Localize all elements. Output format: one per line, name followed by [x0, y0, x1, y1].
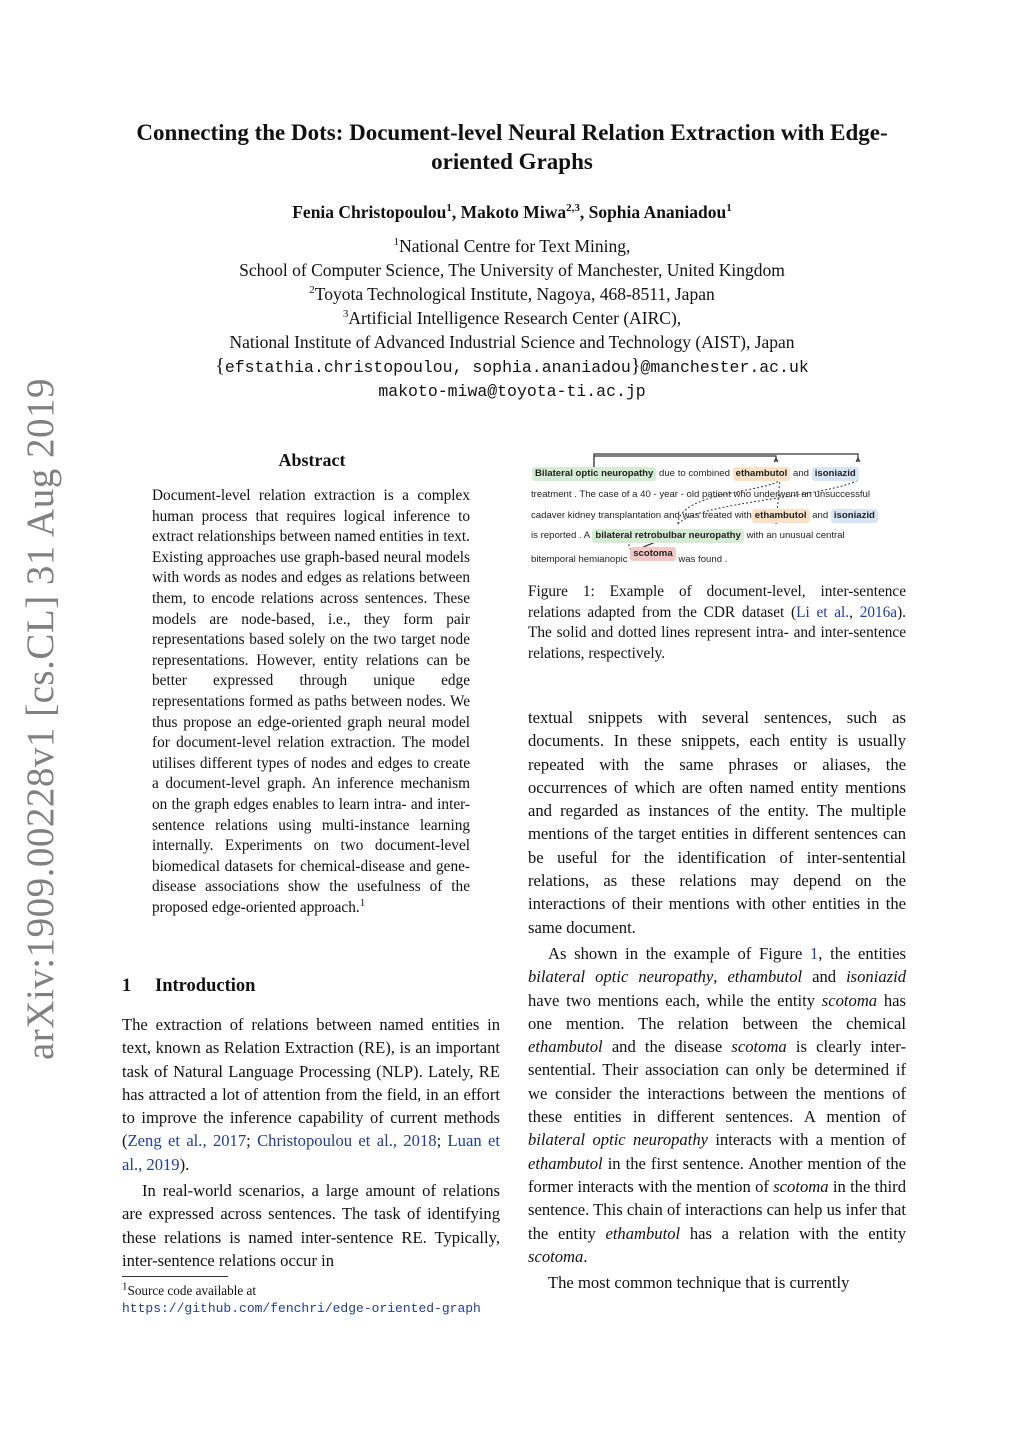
author-affiliation-mark: 2,3 [566, 202, 580, 215]
figure-sentence: treatment . The case of a 40 - year - old patient who underwent an unsuccessful [531, 489, 870, 500]
paragraph-text: ). [179, 1154, 190, 1174]
email-brace-close: } [630, 355, 641, 377]
author-name: Sophia Ananiadou [588, 202, 727, 222]
citation-link[interactable]: Luan et al., 2019 [122, 1131, 500, 1174]
paragraph-text: interacts with a mention of [707, 1130, 906, 1150]
figure-sentence [531, 548, 728, 567]
paragraph-text: is clearly inter-sentential. Their association can only be determined if we consider the interactions between the mentions of these entities in different sentences. A mention of [528, 1037, 906, 1127]
footnote-url-link[interactable]: https://github.com/fenchri/edge-oriented-graph [122, 1301, 481, 1316]
citation-link[interactable]: Zeng et al., 2017 [127, 1131, 247, 1151]
citation-link[interactable]: Li et al. [796, 603, 850, 621]
author-name: Fenia Christopoulou [292, 202, 447, 222]
entity-mention: ethambutol [605, 1223, 681, 1243]
figure-text: cadaver kidney transplantation and was treated with [531, 510, 752, 521]
footnote-mark[interactable]: 1 [359, 896, 366, 909]
email-addresses[interactable]: efstathia.christopoulou, sophia.ananiadou [224, 358, 631, 377]
left-column-body [122, 1013, 500, 1272]
entity-chemical: ethambutol [752, 509, 810, 523]
abstract-body [152, 486, 470, 918]
paragraph: textual snippets with several sentences, such as documents. In these snippets, each entity is usually repeated with the same phrases or aliases, the occurrences of which are often named entity mentions and regarded as instances of the entity. The multiple mentions of the target entities in different sentences can be useful for the identification of inter-sentential relations, as these relations may depend on the interactions of their mentions with other entities in the same document. [528, 708, 906, 937]
abstract-heading: Abstract [278, 450, 346, 470]
author-name: Makoto Miwa [460, 202, 567, 222]
affiliation-line: School of Computer Science, The University of Manchester, United Kingdom [239, 260, 785, 280]
affiliation-text: National Centre for Text Mining, [399, 236, 631, 256]
figure-text: was found . [678, 554, 728, 565]
email-domain[interactable]: @manchester.ac.uk [640, 358, 809, 377]
figure-text: is reported . A [531, 530, 590, 541]
right-column-body [528, 706, 906, 1294]
figure-text: due to combined [659, 468, 730, 479]
entity-chemical: ethambutol [733, 467, 791, 481]
paragraph: In real-world scenarios, a large amount of relations are expressed across sentences. The task of identifying these relations is named inter-sentence RE. Typically, inter-sentence relations occur in [122, 1181, 500, 1270]
email-line [112, 354, 912, 380]
figure-text: and [793, 468, 810, 479]
paragraph-text: and the disease [602, 1037, 732, 1057]
arxiv-identifier-stamp: arXiv:1909.00228v1 [cs.CL] 31 Aug 2019 [19, 378, 62, 1060]
separator: ; [436, 1131, 448, 1151]
paragraph-text: , [713, 967, 728, 987]
entity-mention: scotoma [528, 1246, 584, 1266]
paper-title: Connecting the Dots: Document-level Neural Relation Extraction with Edge-oriented Graphs [136, 120, 888, 174]
separator: , [849, 603, 860, 621]
citation-link[interactable]: Christopoulou et al., 2018 [257, 1131, 437, 1151]
section-title: Introduction [155, 976, 256, 996]
paragraph-text: , the entities [818, 943, 906, 963]
citation-link[interactable]: 2016a [859, 603, 898, 621]
entity-disease: bilateral retrobulbar neuropathy [592, 529, 744, 543]
entity-mention: scotoma [731, 1037, 787, 1057]
figure-text: with an unusual central [746, 530, 845, 541]
entity-disease: Bilateral optic neuropathy [532, 467, 656, 481]
entity-mention: isoniazid [846, 967, 906, 987]
abstract-text: Document-level relation extraction is a complex human process that requires logical inference to extract relationships between named entities in text. Existing approaches use graph-based neural models with words as nodes and edges as relations between them, to encode relations across sentences. These models are node-based, i.e., they form pair representations based solely on the two target node representations. However, entity relations can be better expressed through unique edge representations formed as paths between nodes. We thus propose an edge-oriented graph neural model for document-level relation extraction. The model utilises different types of nodes and edges to create a document-level graph. An inference mechanism on the graph edges enables to learn intra- and inter-sentence relations using multi-instance learning internally. Experiments on two document-level biomedical datasets for chemical-disease and gene-disease associations show the usefulness of the proposed edge-oriented approach. [152, 487, 470, 916]
affiliation-line [112, 282, 912, 306]
entity-chemical: isoniazid [831, 509, 878, 523]
figure-text: bitemporal hemianopic [531, 554, 628, 565]
paragraph-text: The extraction of relations between named entities in text, known as Relation Extraction (RE), is an important task of Natural Language Processing (NLP). Lately, RE has attracted a lot of attention from the field, in an effort to improve the inference capability of current methods ( [122, 1015, 500, 1151]
paragraph-text: As shown in the example of Figure [548, 943, 810, 963]
entity-mention: scotoma [773, 1176, 829, 1196]
figure-1-example [528, 452, 908, 574]
affiliations [112, 234, 912, 404]
paragraph: The most common technique that is currently [548, 1273, 850, 1293]
paragraph-text: and [802, 967, 847, 987]
footnote-text: Source code available at [127, 1283, 257, 1298]
figure-caption [528, 582, 906, 664]
paragraph-text: have two mentions each, while the entity [528, 990, 822, 1010]
caption-text: Figure 1: Example of document-level, inter-sentence relations adapted from the CDR dataset ( [528, 583, 906, 621]
paragraph-text: . [583, 1246, 588, 1266]
figure-sentence [531, 509, 878, 523]
paragraph-text: in the third sentence. This chain of interactions can help us infer that the entity [528, 1176, 906, 1243]
footnote-divider [122, 1276, 228, 1277]
paragraph-text: in the first sentence. Another mention of the former interacts with the mention of [528, 1153, 906, 1196]
separator: ; [246, 1131, 258, 1151]
entity-mention: scotoma [821, 990, 878, 1010]
footnote-mark: 1 [122, 1280, 128, 1293]
caption-text: ). The solid and dotted lines represent intra- and inter-sentence relations, respectively. [528, 603, 906, 662]
entity-mention: ethambutol [727, 967, 803, 987]
affiliation-text: Artificial Intelligence Research Center (AIRC), [348, 308, 682, 328]
author-affiliation-mark: 1 [446, 202, 452, 215]
author-affiliation-mark: 1 [726, 202, 732, 215]
email-line-2[interactable]: makoto-miwa@toyota-ti.ac.jp [378, 382, 646, 401]
figure-reference-link[interactable]: 1 [810, 943, 819, 963]
entity-mention: bilateral optic neuropathy [528, 967, 714, 987]
figure-text: and [812, 510, 829, 521]
section-number: 1 [122, 976, 132, 996]
entity-mention: bilateral optic neuropathy [528, 1130, 708, 1150]
affiliation-mark: 1 [393, 236, 400, 249]
entity-mention: ethambutol [528, 1037, 603, 1057]
entity-chemical: isoniazid [812, 467, 859, 481]
affiliation-line: National Institute of Advanced Industrial Science and Technology (AIST), Japan [229, 332, 795, 352]
section-heading-introduction [122, 976, 255, 997]
paragraph [122, 1013, 500, 1176]
paragraph-text: has one mention. The relation between the chemical [528, 990, 906, 1033]
footnote [122, 1282, 500, 1317]
paragraph-text: has a relation with the entity [680, 1223, 907, 1243]
affiliation-line [112, 306, 912, 330]
figure-sentence [532, 467, 859, 481]
paragraph [528, 942, 906, 1268]
affiliation-mark: 2 [309, 284, 315, 297]
figure-sentence [531, 529, 845, 543]
affiliation-line [112, 234, 912, 258]
affiliation-mark: 3 [342, 308, 349, 321]
author-list: Fenia Christopoulou$^1$, Makoto Miwa$^{2,3}$, Sophia Ananiadou$^1$ [292, 202, 732, 222]
email-brace-open: { [215, 355, 225, 377]
entity-mention: ethambutol [528, 1153, 603, 1173]
affiliation-text: Toyota Technological Institute, Nagoya, 468-8511, Japan [314, 284, 715, 304]
entity-disease-target: scotoma [630, 547, 675, 561]
